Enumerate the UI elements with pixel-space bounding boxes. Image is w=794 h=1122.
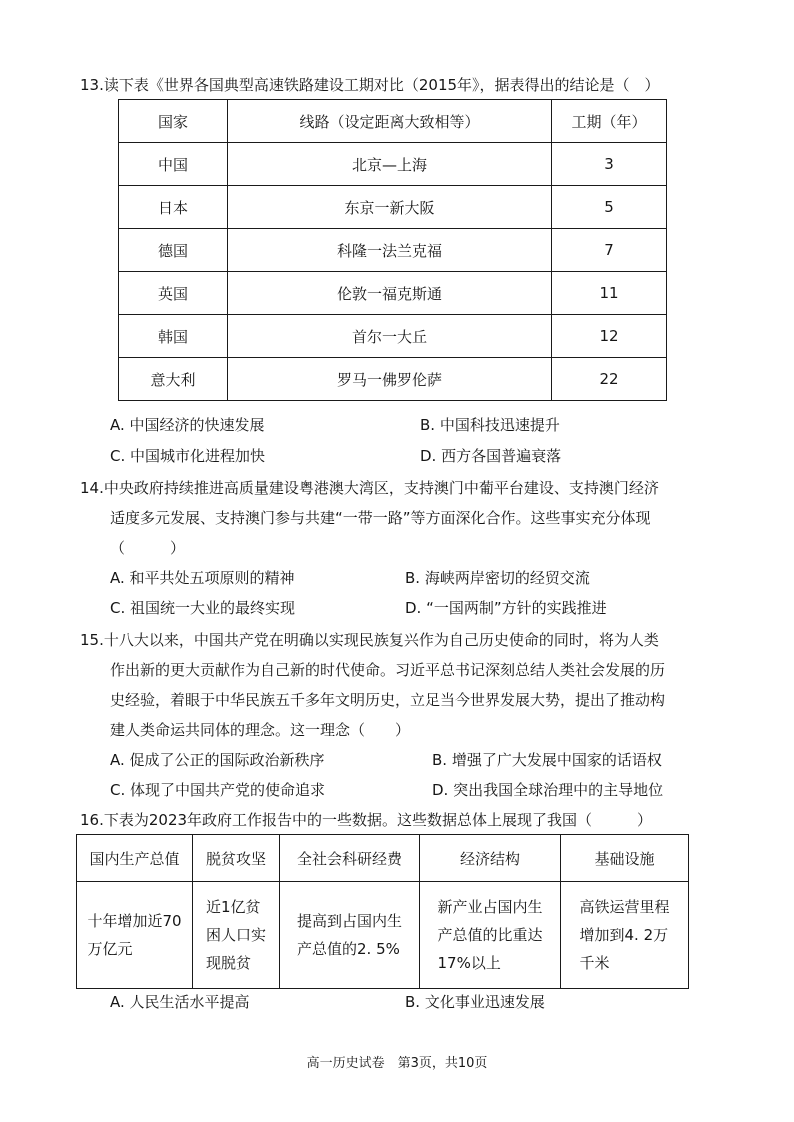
cell-line: 产总值的2. 5% <box>296 940 400 958</box>
table-row <box>77 882 689 989</box>
cell-country: 意大利 <box>119 358 228 401</box>
cell-line: 新产业占国内生 <box>437 898 543 916</box>
q15-stem-line: 史经验，着眼于中华民族五千多年文明历史，立足当今世界发展大势，提出了推动构 <box>110 691 666 709</box>
cell-route: 北京—上海 <box>228 143 552 186</box>
q14-answer-blank: （ ） <box>110 539 186 557</box>
header-infrastructure: 基础设施 <box>561 835 689 882</box>
cell-line: 增加到4. 2万 <box>579 926 669 944</box>
q14-option-b: B. 海峡两岸密切的经贸交流 <box>405 569 590 587</box>
cell-route: 罗马一佛罗伦萨 <box>228 358 552 401</box>
q14-option-a: A. 和平共处五项原则的精神 <box>110 569 295 587</box>
cell-country: 德国 <box>119 229 228 272</box>
q13-table <box>118 99 667 401</box>
header-research: 全社会科研经费 <box>280 835 420 882</box>
q13-option-d: D. 西方各国普遍衰落 <box>420 447 562 465</box>
cell-duration: 22 <box>552 358 667 401</box>
cell-economy <box>420 882 561 989</box>
cell-line: 产总值的比重达 <box>437 926 543 944</box>
q16-option-b: B. 文化事业迅速发展 <box>405 993 545 1011</box>
cell-country: 日本 <box>119 186 228 229</box>
q16-table <box>76 834 689 989</box>
cell-route: 伦敦一福克斯通 <box>228 272 552 315</box>
cell-country: 英国 <box>119 272 228 315</box>
q15-stem-line: 建人类命运共同体的理念。这一理念（ ） <box>110 721 411 739</box>
q13-stem: 13.读下表《世界各国典型高速铁路建设工期对比（2015年》，据表得出的结论是（ ） <box>80 76 660 94</box>
q15-option-d: D. 突出我国全球治理中的主导地位 <box>432 781 664 799</box>
cell-route: 东京一新大阪 <box>228 186 552 229</box>
q14-option-d: D. “一国两制”方针的实践推进 <box>405 599 607 617</box>
cell-duration: 12 <box>552 315 667 358</box>
cell-duration: 11 <box>552 272 667 315</box>
cell-research <box>280 882 420 989</box>
q14-stem-line: 14.中央政府持续推进高质量建设粤港澳大湾区，支持澳门中葡平台建设、支持澳门经济 <box>80 479 659 497</box>
q14-stem-line: 适度多元发展、支持澳门参与共建“一带一路”等方面深化合作。这些事实充分体现 <box>110 509 651 527</box>
header-gdp: 国内生产总值 <box>77 835 193 882</box>
q13-option-b: B. 中国科技迅速提升 <box>420 416 560 434</box>
header-route: 线路（设定距离大致相等） <box>228 100 552 143</box>
q13-option-c: C. 中国城市化进程加快 <box>110 447 266 465</box>
q15-stem-line: 作出新的更大贡献作为自己新的时代使命。习近平总书记深刻总结人类社会发展的历 <box>110 661 666 679</box>
q13-option-a: A. 中国经济的快速发展 <box>110 416 265 434</box>
cell-country: 中国 <box>119 143 228 186</box>
table-row <box>119 358 667 401</box>
table-row <box>119 229 667 272</box>
header-country: 国家 <box>119 100 228 143</box>
cell-line: 万亿元 <box>87 940 133 958</box>
cell-route: 首尔一大丘 <box>228 315 552 358</box>
table-row <box>119 315 667 358</box>
cell-duration: 3 <box>552 143 667 186</box>
cell-poverty <box>193 882 280 989</box>
cell-route: 科隆一法兰克福 <box>228 229 552 272</box>
cell-line: 十年增加近70 <box>87 912 182 930</box>
header-economy: 经济结构 <box>420 835 561 882</box>
q16-option-a: A. 人民生活水平提高 <box>110 993 250 1011</box>
header-poverty: 脱贫攻坚 <box>193 835 280 882</box>
q14-option-c: C. 祖国统一大业的最终实现 <box>110 599 296 617</box>
cell-line: 现脱贫 <box>205 954 251 972</box>
cell-gdp <box>77 882 193 989</box>
q16-stem: 16.下表为2023年政府工作报告中的一些数据。这些数据总体上展现了我国（ ） <box>80 811 653 829</box>
cell-line: 提高到占国内生 <box>296 912 402 930</box>
cell-duration: 7 <box>552 229 667 272</box>
q15-option-b: B. 增强了广大发展中国家的话语权 <box>432 751 662 769</box>
cell-line: 千米 <box>579 954 610 972</box>
cell-line: 困人口实 <box>205 926 266 944</box>
cell-line: 近1亿贫 <box>205 898 261 916</box>
table-header-row <box>119 100 667 143</box>
q15-option-a: A. 促成了公正的国际政治新秩序 <box>110 751 325 769</box>
table-row <box>119 272 667 315</box>
table-row <box>119 186 667 229</box>
cell-infrastructure <box>561 882 689 989</box>
cell-duration: 5 <box>552 186 667 229</box>
table-row <box>119 143 667 186</box>
cell-line: 17%以上 <box>437 954 501 972</box>
table-header-row <box>77 835 689 882</box>
cell-country: 韩国 <box>119 315 228 358</box>
q15-stem-line: 15.十八大以来，中国共产党在明确以实现民族复兴作为自己历史使命的同时，将为人类 <box>80 631 659 649</box>
page-footer: 高一历史试卷 第3页，共10页 <box>306 1056 488 1071</box>
cell-line: 高铁运营里程 <box>579 898 670 916</box>
q15-option-c: C. 体现了中国共产党的使命追求 <box>110 781 326 799</box>
header-duration: 工期（年） <box>552 100 667 143</box>
